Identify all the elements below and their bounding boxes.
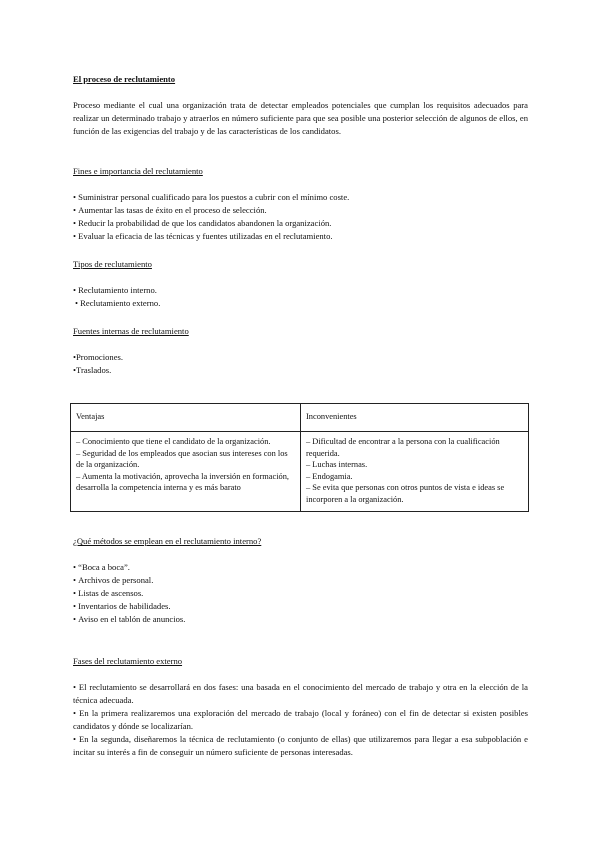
list-item: • En la segunda, diseñaremos la técnica de reclutamiento (o conjunto de ellas) que utilizaremos para llegar a esa subpoblación e incitar su interés a fin de conseguir un número suficiente de personas interesadas. (73, 733, 528, 759)
ventaja-item: – Aumenta la motivación, aprovecha la inversión en formación, desarrolla la competencia interna y es más barato (76, 471, 290, 492)
fines-heading: Fines e importancia del reclutamiento (73, 166, 203, 176)
inconvenientes-header: Inconvenientes (301, 404, 529, 432)
list-item: • Inventarios de habilidades. (73, 600, 528, 613)
table-row (71, 432, 529, 512)
list-item: • Reclutamiento externo. (73, 297, 528, 310)
metodos-heading: ¿Qué métodos se emplean en el reclutamiento interno? (73, 536, 262, 546)
ventajas-cell (71, 432, 301, 512)
inconveniente-item: – Endogamia. (306, 471, 353, 481)
list-item: • Traslados. (73, 364, 528, 377)
document-title: El proceso de reclutamiento (73, 74, 176, 84)
list-item: • Suministrar personal cualificado para los puestos a cubrir con el mínimo coste. (73, 191, 528, 204)
list-item: • Listas de ascensos. (73, 587, 528, 600)
list-item: • El reclutamiento se desarrollará en dos fases: una basada en el conocimiento del mercado de trabajo y otra en la elección de la técnica adecuada. (73, 681, 528, 707)
intro-paragraph: Proceso mediante el cual una organización trata de detectar empleados potenciales que cumplan los requisitos adecuados para realizar un determinado trabajo y atraerlos en número suficiente para que sea posible una posterior selección de algunos de ellos, en función de las exigencias del trabajo y de las características de los candidatos. (73, 100, 528, 136)
tipos-heading: Tipos de reclutamiento (73, 259, 152, 269)
inconvenientes-cell (301, 432, 529, 512)
list-item: • En la primera realizaremos una exploración del mercado de trabajo (local y foráneo) con el fin de detectar si existen posibles candidatos y dónde se localizarían. (73, 707, 528, 733)
ventaja-item: – Conocimiento que tiene el candidato de la organización. (76, 437, 271, 446)
ventajas-header: Ventajas (71, 404, 301, 432)
tipos-list (73, 284, 528, 310)
list-item: • Aumentar las tasas de éxito en el proceso de selección. (73, 204, 528, 217)
fines-list (73, 191, 528, 243)
list-item: • Promociones. (73, 351, 528, 364)
list-item: • Reducir la probabilidad de que los candidatos abandonen la organización. (73, 217, 528, 230)
inconveniente-item: – Luchas internas. (306, 460, 368, 469)
inconveniente-item: – Dificultad de encontrar a la persona con la cualificación requerida. (306, 437, 500, 458)
inconveniente-item: – Se evita que personas con otros puntos de vista e ideas se incorporen a la organización. (306, 483, 505, 504)
list-item: • Reclutamiento interno. (73, 284, 528, 297)
metodos-list (73, 561, 528, 626)
fuentes-list (73, 351, 528, 377)
table-header-row (71, 404, 529, 432)
fases-list (73, 681, 528, 759)
list-item: • Evaluar la eficacia de las técnicas y fuentes utilizadas en el reclutamiento. (73, 230, 528, 243)
list-item: • “Boca a boca”. (73, 561, 528, 574)
list-item: • Aviso en el tablón de anuncios. (73, 613, 528, 626)
fases-heading: Fases del reclutamiento externo (73, 656, 183, 666)
comparison-table (70, 403, 529, 512)
list-item: • Archivos de personal. (73, 574, 528, 587)
ventaja-item: – Seguridad de los empleados que asocian sus intereses con los de la organización. (76, 448, 288, 469)
fuentes-heading: Fuentes internas de reclutamiento (73, 326, 189, 336)
